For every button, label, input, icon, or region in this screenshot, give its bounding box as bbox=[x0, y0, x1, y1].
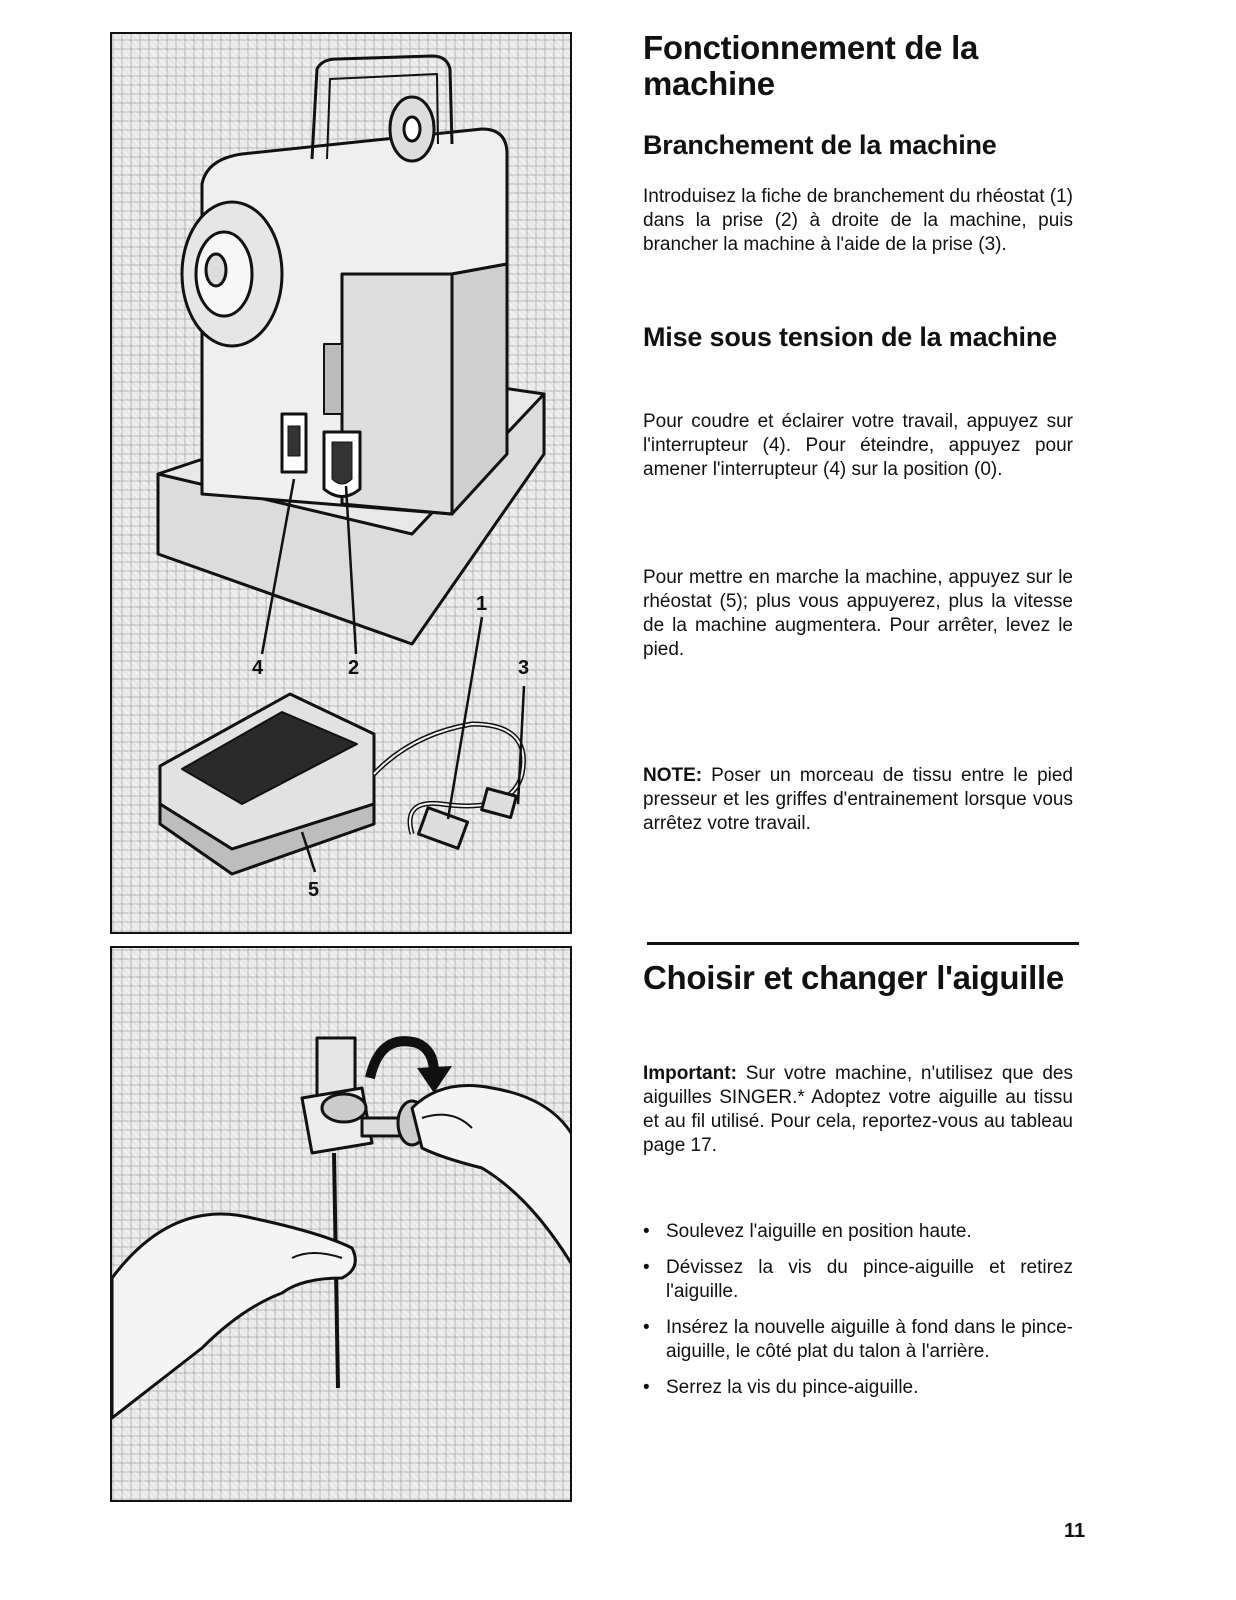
callout-4: 4 bbox=[252, 657, 264, 679]
sewing-machine-drawing bbox=[112, 34, 572, 934]
paragraph-important bbox=[643, 1062, 1073, 1158]
needle-steps bbox=[643, 1220, 1073, 1412]
steps-list bbox=[643, 1220, 1073, 1400]
section-needle bbox=[643, 960, 1073, 996]
important-label: Important: bbox=[643, 1063, 737, 1084]
text-note bbox=[643, 764, 1073, 836]
text-important bbox=[643, 1062, 1073, 1158]
needle-change-illustration bbox=[110, 946, 572, 1502]
list-item: • Insérez la nouvelle aiguille à fond dans le pince-aiguille, le côté plat du talon à l'arrière. bbox=[643, 1316, 1073, 1364]
callout-2: 2 bbox=[348, 657, 360, 679]
subsection-power bbox=[643, 322, 1073, 353]
list-item: • Dévissez la vis du pince-aiguille et retirez l'aiguille. bbox=[643, 1256, 1073, 1304]
text-power-switch: Pour coudre et éclairer votre travail, appuyez sur l'interrupteur (4). Pour éteindre, appuyez pour amener l'interrupteur (4) sur la position (0). bbox=[643, 411, 1073, 480]
callout-5: 5 bbox=[308, 879, 320, 901]
needle-change-drawing bbox=[112, 948, 572, 1502]
page-number: 11 bbox=[1064, 1520, 1086, 1542]
callout-line-1 bbox=[448, 617, 482, 819]
paragraph-note bbox=[643, 764, 1073, 836]
list-item: • Soulevez l'aiguille en position haute. bbox=[643, 1220, 1073, 1244]
paragraph-power-switch bbox=[643, 410, 1073, 482]
list-item: • Serrez la vis du pince-aiguille. bbox=[643, 1376, 1073, 1400]
sewing-machine-illustration bbox=[110, 32, 572, 934]
section-operation bbox=[643, 30, 1073, 102]
section-title-operation: Fonctionnement de la machine bbox=[643, 29, 979, 102]
callout-3: 3 bbox=[518, 657, 530, 679]
heading-power: Mise sous tension de la machine bbox=[643, 322, 1057, 352]
section-divider bbox=[647, 942, 1079, 945]
text-pedal: Pour mettre en marche la machine, appuyez sur le rhéostat (5); plus vous appuyerez, plus la vitesse de la machine augmentera. Pour arrêter, levez le pied. bbox=[643, 567, 1073, 660]
note-text: Poser un morceau de tissu entre le pied presseur et les griffes d'entrainement lorsque vous arrêtez votre travail. bbox=[643, 765, 1073, 834]
paragraph-pedal bbox=[643, 566, 1073, 662]
subsection-connection bbox=[643, 130, 1073, 257]
text-connection: Introduisez la fiche de branchement du rhéostat (1) dans la prise (2) à droite de la machine, puis brancher la machine à l'aide de la prise (3). bbox=[643, 186, 1073, 255]
important-text: Sur votre machine, n'utilisez que des aiguilles SINGER.* Adoptez votre aiguille au tissu et au fil utilisé. Pour cela, reportez-vous au tableau page 17. bbox=[643, 1063, 1073, 1156]
section-title-needle: Choisir et changer l'aiguille bbox=[643, 959, 1064, 996]
heading-connection: Branchement de la machine bbox=[643, 130, 997, 160]
callout-1: 1 bbox=[476, 593, 488, 615]
note-label: NOTE: bbox=[643, 765, 703, 786]
